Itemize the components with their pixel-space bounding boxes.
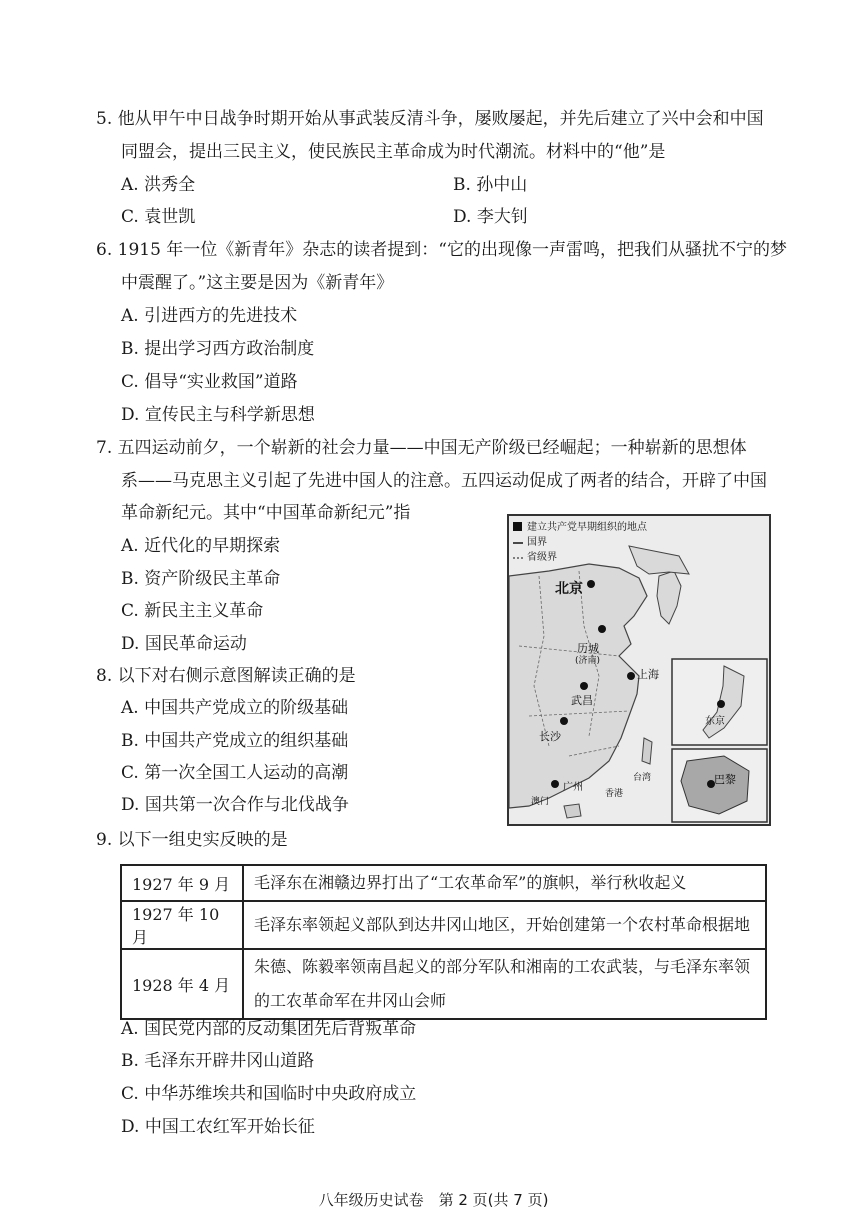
map-label-jinan-sub: (济南) bbox=[575, 656, 601, 666]
q5-stem-line2: 同盟会，提出三民主义，使民族民主革命成为时代潮流。材料中的“他”是 bbox=[121, 142, 666, 162]
q5-option-a[interactable]: A. 洪秀全 bbox=[121, 175, 196, 195]
q7-stem-line3: 革命新纪元。其中“中国革命新纪元”指 bbox=[121, 503, 411, 523]
q7-option-d[interactable]: D. 国民革命运动 bbox=[121, 634, 247, 654]
event-date: 1927 年 9 月 bbox=[121, 865, 243, 901]
map-label-guangzhou: 广州 bbox=[563, 782, 583, 793]
map-label-beijing: 北京 bbox=[555, 581, 583, 597]
q8-option-b[interactable]: B. 中国共产党成立的组织基础 bbox=[121, 731, 349, 751]
q8-option-d[interactable]: D. 国共第一次合作与北伐战争 bbox=[121, 795, 349, 815]
map-label-hongkong: 香港 bbox=[605, 789, 624, 799]
early-party-organization-map bbox=[507, 514, 771, 826]
map-label-taiwan: 台湾 bbox=[633, 773, 652, 783]
q7-option-c[interactable]: C. 新民主主义革命 bbox=[121, 601, 264, 621]
event-description: 毛泽东在湘赣边界打出了“工农革命军”的旗帜，举行秋收起义 bbox=[243, 865, 766, 901]
event-description: 毛泽东率领起义部队到达井冈山地区，开始创建第一个农村革命根据地 bbox=[243, 901, 766, 949]
map-label-shanghai: 上海 bbox=[637, 668, 659, 681]
q9-option-c[interactable]: C. 中华苏维埃共和国临时中央政府成立 bbox=[121, 1084, 417, 1104]
q6-option-c[interactable]: C. 倡导“实业救国”道路 bbox=[121, 372, 298, 392]
q8-option-c[interactable]: C. 第一次全国工人运动的高潮 bbox=[121, 763, 349, 783]
q5-stem-line1: 5. 他从甲午中日战争时期开始从事武装反清斗争，屡败屡起，并先后建立了兴中会和中国 bbox=[96, 109, 764, 129]
q9-option-d[interactable]: D. 中国工农红军开始长征 bbox=[121, 1117, 315, 1137]
q7-option-a[interactable]: A. 近代化的早期探索 bbox=[121, 536, 281, 556]
q9-stem: 9. 以下一组史实反映的是 bbox=[96, 830, 288, 850]
q8-stem: 8. 以下对右侧示意图解读正确的是 bbox=[96, 666, 356, 686]
q6-option-b[interactable]: B. 提出学习西方政治制度 bbox=[121, 339, 315, 359]
event-date: 1927 年 10 月 bbox=[121, 901, 243, 949]
q9-option-b[interactable]: B. 毛泽东开辟井冈山道路 bbox=[121, 1051, 315, 1071]
q5-option-d[interactable]: D. 李大钊 bbox=[453, 207, 528, 227]
map-label-wuhan: 武昌 bbox=[571, 694, 593, 707]
page-footer: 八年级历史试卷 第 2 页(共 7 页) bbox=[318, 1191, 549, 1209]
q7-stem-line1: 7. 五四运动前夕，一个崭新的社会力量——中国无产阶级已经崛起；一种崭新的思想体 bbox=[96, 438, 747, 458]
map-legend bbox=[527, 520, 647, 565]
q6-stem-line2: 中震醒了。”这主要是因为《新青年》 bbox=[121, 273, 394, 293]
q5-option-b[interactable]: B. 孙中山 bbox=[453, 175, 528, 195]
map-label-changsha: 长沙 bbox=[539, 730, 561, 743]
q5-option-c[interactable]: C. 袁世凯 bbox=[121, 207, 196, 227]
table-row bbox=[121, 865, 766, 901]
q7-stem-line2: 系——马克思主义引起了先进中国人的注意。五四运动促成了两者的结合，开辟了中国 bbox=[121, 471, 767, 491]
q7-option-b[interactable]: B. 资产阶级民主革命 bbox=[121, 569, 281, 589]
map-label-macau: 澳门 bbox=[531, 797, 550, 807]
map-label-tokyo: 东京 bbox=[705, 716, 725, 727]
q6-option-a[interactable]: A. 引进西方的先进技术 bbox=[121, 306, 298, 326]
table-row bbox=[121, 949, 766, 1019]
event-date: 1928 年 4 月 bbox=[121, 949, 243, 1019]
legend-item-provincial-border: 省级界 bbox=[527, 552, 557, 563]
map-label-paris: 巴黎 bbox=[714, 773, 736, 786]
q6-option-d[interactable]: D. 宣传民主与科学新思想 bbox=[121, 405, 315, 425]
event-description: 朱德、陈毅率领南昌起义的部分军队和湘南的工农武装，与毛泽东率领的工农革命军在井冈山会师 bbox=[243, 949, 766, 1019]
map-label-jinan: 历城 bbox=[577, 642, 599, 655]
history-events-table bbox=[120, 864, 767, 1020]
q9-option-a[interactable]: A. 国民党内部的反动集团先后背叛革命 bbox=[121, 1019, 417, 1039]
legend-item-national-border: 国界 bbox=[527, 537, 547, 548]
table-row bbox=[121, 901, 766, 949]
q6-stem-line1: 6. 1915 年一位《新青年》杂志的读者提到：“它的出现像一声雷鸣，把我们从骚扰不宁的梦 bbox=[96, 240, 787, 260]
legend-item-early-organization: 建立共产党早期组织的地点 bbox=[527, 522, 647, 533]
q8-option-a[interactable]: A. 中国共产党成立的阶级基础 bbox=[121, 698, 349, 718]
